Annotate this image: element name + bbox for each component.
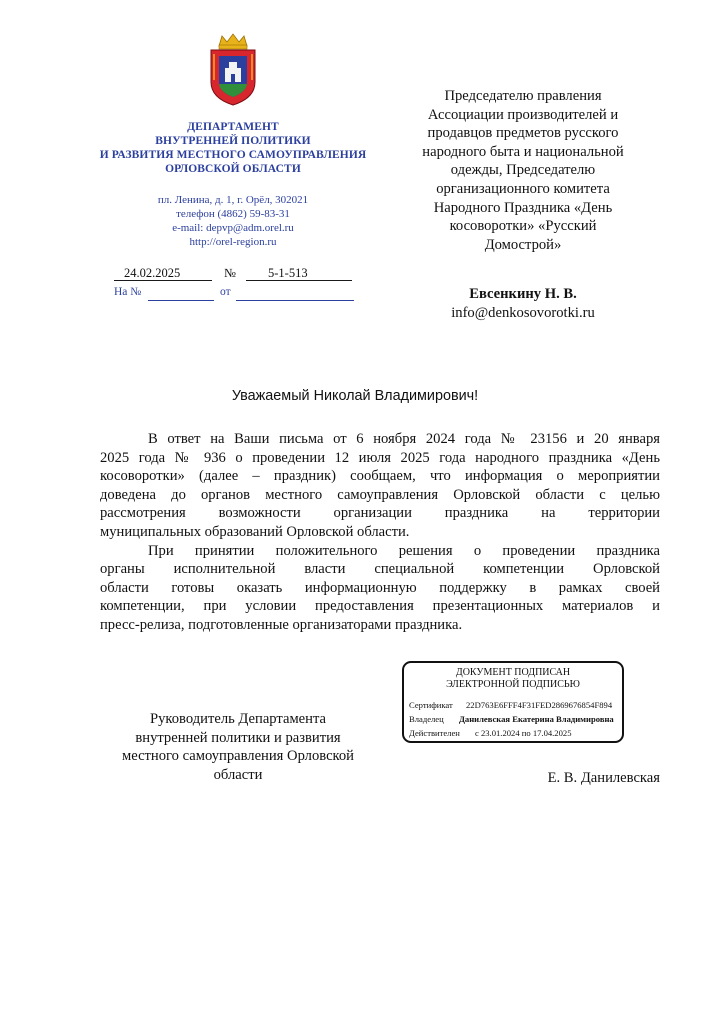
addressee-line: продавцов предметов русского — [427, 125, 619, 142]
addressee-line: Председателю правления — [444, 88, 602, 104]
email-line: e-mail: depvp@adm.orel.ru — [172, 222, 294, 234]
body-line: муниципальных образований Орловской области. — [100, 523, 410, 540]
addressee-line: косоворотки» «Русский — [449, 218, 597, 235]
stamp-owner-row — [409, 713, 614, 725]
letter-date: 24.02.2025 — [124, 266, 181, 280]
owner-value: Данилевская Екатерина Владимировна — [459, 714, 614, 724]
department-name — [70, 120, 396, 176]
body-line: доведена до органов местного самоуправления Орловской области с целью — [100, 486, 660, 503]
stamp-validity-row — [409, 727, 572, 739]
dept-line: ДЕПАРТАМЕНТ — [187, 121, 279, 133]
addressee-line: Ассоциации производителей и — [427, 106, 619, 123]
validity-label: Действителен — [409, 728, 460, 738]
validity-value: с 23.01.2024 по 17.04.2025 — [475, 728, 572, 738]
position-line: Руководитель Департамента — [150, 711, 326, 727]
website-line: http://orel-region.ru — [189, 236, 277, 248]
owner-label: Владелец — [409, 714, 444, 724]
body-line: органы исполнительной власти специальной компетенции Орловской — [100, 561, 660, 578]
body-line: компетенции, при условии предоставления презентационных материалов и — [100, 598, 660, 615]
position-line: местного самоуправления Орловской — [122, 748, 354, 765]
addressee-name: Евсенкину Н. В. — [469, 286, 577, 302]
certificate-value: 22D763E6FFF4F31FED2869676854F894 — [466, 700, 613, 710]
dept-line: ВНУТРЕННЕЙ ПОЛИТИКИ — [155, 135, 311, 147]
signer-position — [100, 710, 376, 784]
addressee-email: info@denkosovorotki.ru — [451, 304, 595, 321]
outgoing-registration — [114, 266, 356, 282]
reply-registration — [114, 286, 356, 302]
addressee-block — [398, 87, 648, 254]
body-line: пресс-релиза, подготовленные организаторами праздника. — [100, 616, 463, 633]
dept-line: И РАЗВИТИЯ МЕСТНОГО САМОУПРАВЛЕНИЯ — [99, 149, 367, 161]
reply-from-label: от — [220, 286, 231, 298]
signer-name: Е. В. Данилевская — [547, 770, 660, 786]
body-line: 2025 года № 936 о проведении 12 июля 2025 года народного праздника «День — [100, 449, 660, 466]
body-line: При принятии положительного решения о проведении праздника — [148, 542, 660, 559]
addressee-line: организационного комитета — [436, 180, 610, 197]
addressee-contact — [398, 285, 648, 322]
stamp-title: ДОКУМЕНТ ПОДПИСАН — [455, 667, 571, 678]
address-line: пл. Ленина, д. 1, г. Орёл, 302021 — [157, 194, 309, 206]
phone-line: телефон (4862) 59-83-31 — [176, 208, 290, 220]
body-line: области готовы оказать информационную поддержку в рамках своей — [100, 579, 660, 596]
greeting: Уважаемый Николай Владимирович! — [231, 388, 479, 404]
dept-line: ОРЛОВСКОЙ ОБЛАСТИ — [165, 163, 301, 175]
electronic-signature-stamp — [402, 661, 624, 743]
coat-of-arms-icon — [205, 32, 261, 108]
stamp-certificate-row — [409, 699, 613, 711]
letter-body — [100, 430, 660, 635]
body-line: рассмотрения возможности организации праздника на территории — [100, 505, 660, 522]
certificate-label: Сертификат — [409, 700, 453, 710]
position-line: области — [213, 766, 263, 783]
addressee-line: народного быта и национальной — [422, 143, 624, 160]
department-contacts — [100, 193, 366, 249]
reply-label: На № — [114, 286, 142, 298]
addressee-line: Народного Праздника «День — [433, 199, 613, 216]
number-sign: № — [224, 266, 236, 280]
stamp-subtitle: ЭЛЕКТРОННОЙ ПОДПИСЬЮ — [446, 679, 580, 690]
addressee-line: одежды, Председателю — [450, 162, 596, 179]
addressee-line: Домострой» — [484, 236, 562, 253]
letter-number: 5-1-513 — [268, 266, 308, 280]
body-line: косоворотки» (далее – праздник) сообщаем, что информация о мероприятии — [100, 468, 660, 485]
position-line: внутренней политики и развития — [135, 729, 341, 746]
body-line: В ответ на Ваши письма от 6 ноября 2024 года № 23156 и 20 января — [148, 431, 660, 447]
